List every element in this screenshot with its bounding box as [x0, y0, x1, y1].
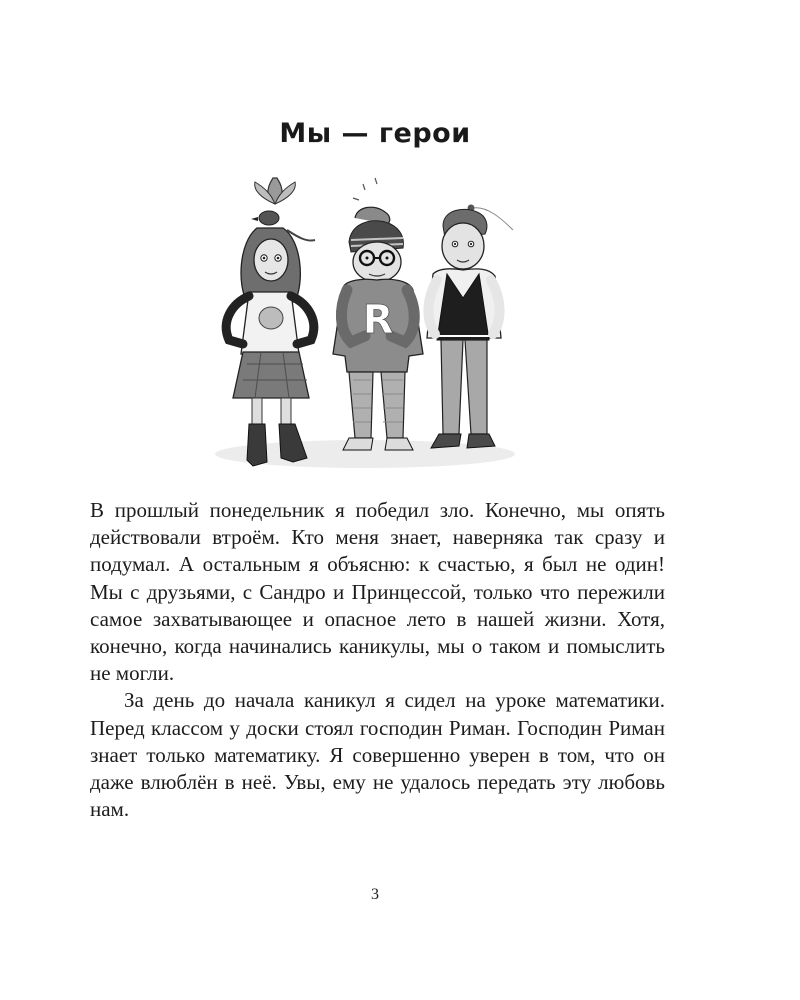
girl-figure: [226, 178, 315, 466]
page-number: 3: [371, 886, 379, 903]
boy-vest-figure: [427, 205, 513, 449]
shirt-letter-r: R: [362, 297, 394, 343]
paragraph-1: В прошлый понедельник я победил зло. Конечно, мы опять действовали втроём. Кто меня знает, наверняка так сразу и подумал. А остальным я объясню: к счастью, я был не один! Мы с друзьями, с Сандро и Принцессой, только что пережили самое захватывающее и опасное лето в нашей жизни. Хотя, конечно, когда начинались каникулы, мы о таком и помыслить не могли.: [90, 498, 665, 686]
boy-r-sweater-figure: [333, 178, 423, 450]
chapter-title: Мы — герои: [279, 118, 471, 149]
paragraph-2: За день до начала каникул я сидел на уроке математики. Перед классом у доски стоял господин Риман. Господин Риман знает только математику. Я совершенно уверен в том, что он даже влюблён в неё. Увы, ему не удалось передать эту любовь нам.: [90, 688, 665, 822]
body-text: [90, 497, 665, 823]
three-kids-illustration: [195, 168, 535, 480]
